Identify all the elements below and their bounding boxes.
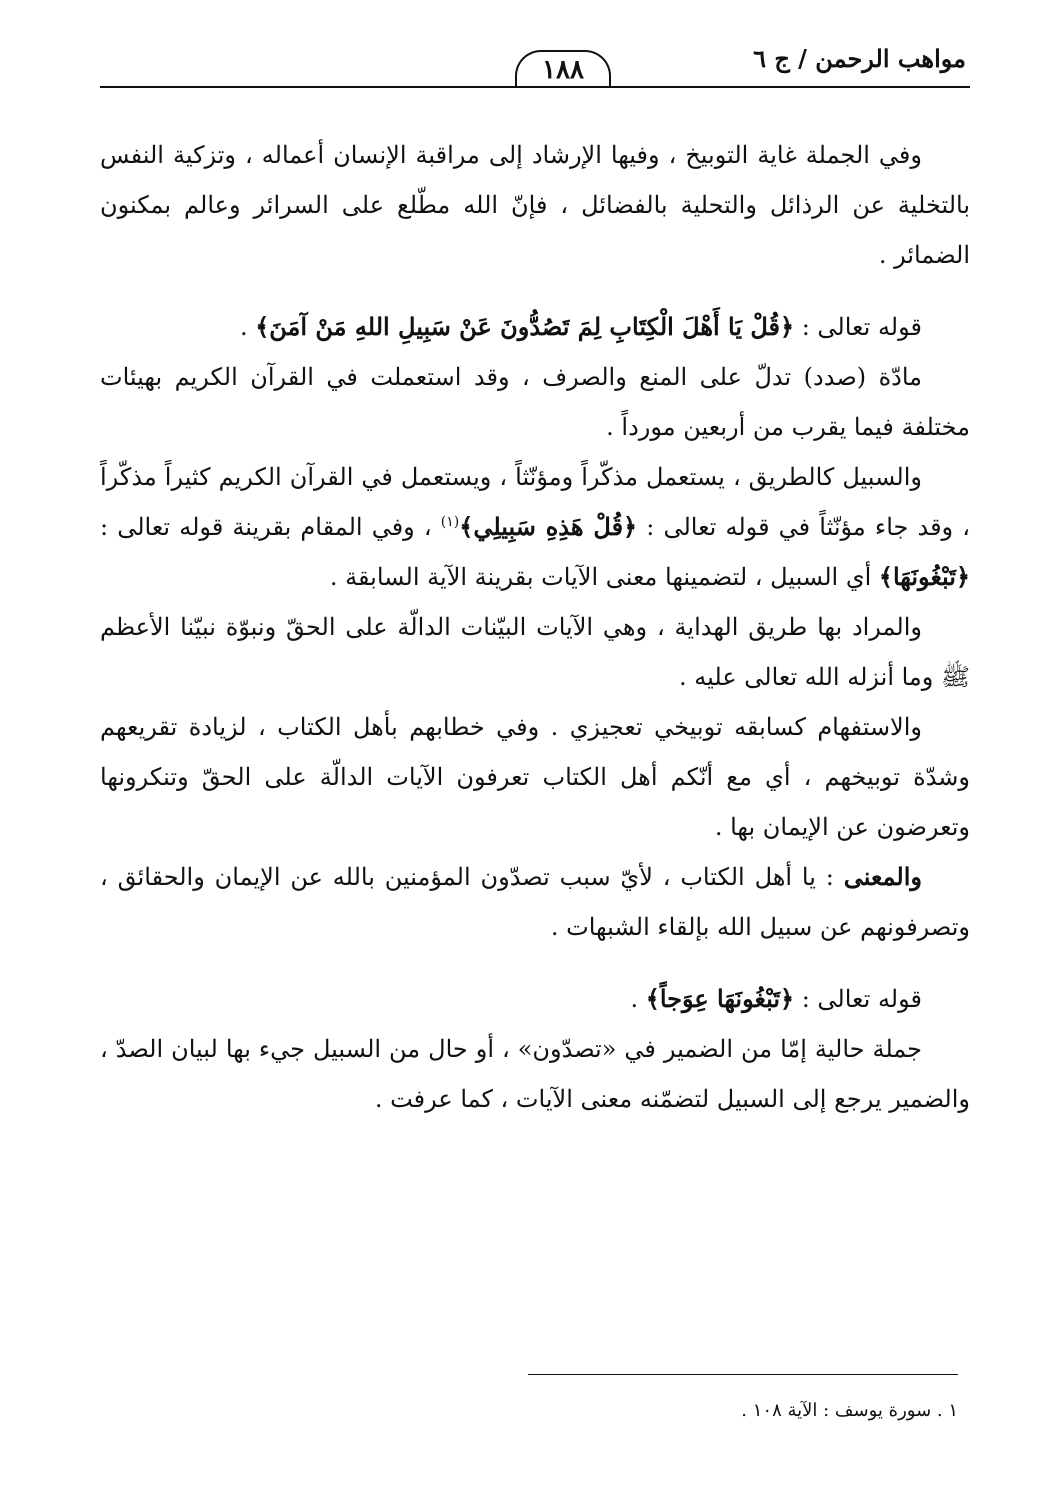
paragraph-2 [100, 302, 970, 352]
quran-verse: ﴿تَبْغُونَهَا﴾ [878, 562, 970, 591]
verse-end: . [239, 313, 256, 341]
book-title: مواهب الرحمن / ج ٦ [753, 44, 966, 73]
verse-end: . [630, 985, 646, 1013]
paragraph-4-part-c: أي السبيل ، لتضمينها معنى الآيات بقرينة الآية السابقة . [329, 563, 879, 591]
paragraph-3: مادّة (صدد) تدلّ على المنع والصرف ، وقد استعملت في القرآن الكريم بهيئات مختلفة فيما يقرب من أربعين مورداً . [100, 363, 970, 441]
paragraph-4-part-b: ، وفي المقام بقرينة قوله تعالى : [100, 513, 441, 541]
verse-intro: قوله تعالى : [794, 985, 922, 1013]
verse-intro: قوله تعالى : [794, 313, 922, 341]
paragraph-7 [100, 852, 970, 952]
paragraph-7-text: : يا أهل الكتاب ، لأيّ سبب تصدّون المؤمنين بالله عن الإيمان والحقائق ، وتصرفونهم عن سبيل الله بإلقاء الشبهات . [100, 863, 970, 941]
paragraph-6: والاستفهام كسابقه توبيخي تعجيزي . وفي خطابهم بأهل الكتاب ، لزيادة تقريعهم وشدّة توبيخهم ، أي مع أنّكم أهل الكتاب تعرفون الآيات الدالّة على الحقّ وتنكرونها وتعرضون عن الإيمان بها . [100, 713, 970, 841]
paragraph-5: والمراد بها طريق الهداية ، وهي الآيات البيّنات الدالّة على الحقّ ونبوّة نبيّنا الأعظم ﷺ وما أنزله الله تعالى عليه . [100, 613, 970, 691]
footnote-marker[interactable]: (١) [440, 514, 460, 530]
page-body [100, 130, 970, 1124]
footnote: ١ . سورة يوسف : الآية ١٠٨ . [741, 1400, 958, 1421]
quran-verse: ﴿قُلْ هَذِهِ سَبِيلِي﴾ [459, 512, 638, 541]
header-rule [100, 86, 970, 88]
page-number: ١٨٨ [515, 50, 611, 86]
paragraph-9: جملة حالية إمّا من الضمير في «تصدّون» ، أو حال من السبيل جيء بها لبيان الصدّ ، والضمير يرجع إلى السبيل لتضمّنه معنى الآيات ، كما عرفت . [100, 1035, 970, 1113]
quran-verse: ﴿تَبْغُونَهَا عِوَجاً﴾ [645, 984, 795, 1013]
meaning-label: والمعنى [843, 862, 922, 891]
paragraph-4-part-a: والسبيل كالطريق ، يستعمل مذكّراً ومؤنّثاً ، ويستعمل في القرآن الكريم كثيراً مذكّراً ، وقد جاء مؤنّثاً في قوله تعالى : [100, 463, 971, 541]
footnote-rule [528, 1374, 958, 1375]
paragraph-1: وفي الجملة غاية التوبيخ ، وفيها الإرشاد إلى مراقبة الإنسان أعماله ، وتزكية النفس بالتخلية عن الرذائل والتحلية بالفضائل ، فإنّ الله مطّلع على السرائر وعالم بمكنون الضمائر . [100, 141, 970, 269]
page-header [100, 44, 970, 92]
quran-verse: ﴿قُلْ يَا أَهْلَ الْكِتَابِ لِمَ تَصُدُّونَ عَنْ سَبِيلِ اللهِ مَنْ آمَنَ﴾ [255, 312, 795, 341]
paragraph-4 [100, 452, 970, 602]
paragraph-8 [100, 974, 970, 1024]
